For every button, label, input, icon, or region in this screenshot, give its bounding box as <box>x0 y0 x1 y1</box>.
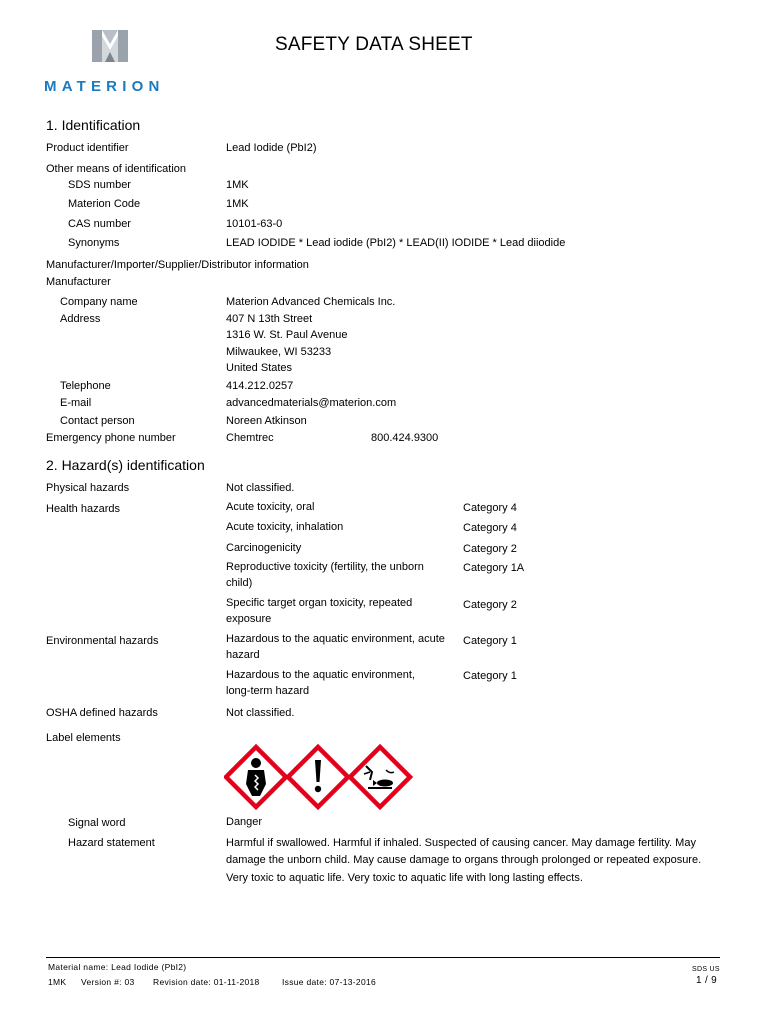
address-line: 407 N 13th Street <box>226 313 313 325</box>
health-hazards-label: Health hazards <box>46 503 120 515</box>
environmental-hazard-item: Hazardous to the aquatic environment, long-term hazard <box>226 669 415 697</box>
address-line: United States <box>226 362 293 374</box>
manufacturer-info-label: Manufacturer/Importer/Supplier/Distributor information <box>46 259 309 271</box>
address-line: 1316 W. St. Paul Avenue <box>226 329 348 341</box>
brand-name: MATERION <box>44 78 165 95</box>
synonyms-value: LEAD IODIDE * Lead iodide (PbI2) * LEAD(II) IODIDE * Lead diiodide <box>226 237 566 249</box>
email-value: advancedmaterials@materion.com <box>226 397 397 409</box>
telephone-value: 414.212.0257 <box>226 380 294 392</box>
health-hazard-category: Category 2 <box>463 543 517 555</box>
cas-number-value: 10101-63-0 <box>226 218 283 230</box>
email-label: E-mail <box>60 397 92 409</box>
emergency-phone-value: 800.424.9300 <box>371 432 439 444</box>
environmental-hazards-label: Environmental hazards <box>46 635 159 647</box>
environmental-hazard-category: Category 1 <box>463 635 517 647</box>
materion-code-value: 1MK <box>226 198 249 210</box>
contact-person-value: Noreen Atkinson <box>226 415 307 427</box>
footer-issue-date: Issue date: 07-13-2016 <box>282 977 377 987</box>
materion-logo-icon <box>88 28 132 64</box>
contact-person-label: Contact person <box>60 415 135 427</box>
environmental-hazard-item: Hazardous to the aquatic environment, acute hazard <box>226 633 445 661</box>
company-name-label: Company name <box>60 296 138 308</box>
health-hazard-item: Specific target organ toxicity, repeated exposure <box>226 597 413 625</box>
health-hazard-category: Category 4 <box>463 522 517 534</box>
signal-word-label: Signal word <box>68 817 126 829</box>
address-label: Address <box>60 313 101 325</box>
physical-hazards-value: Not classified. <box>226 482 295 494</box>
health-hazard-item: Acute toxicity, inhalation <box>226 521 344 533</box>
company-name-value: Materion Advanced Chemicals Inc. <box>226 296 396 308</box>
physical-hazards-label: Physical hazards <box>46 482 130 494</box>
address-line: Milwaukee, WI 53233 <box>226 346 332 358</box>
synonyms-label: Synonyms <box>68 237 120 249</box>
section-2-heading: 2. Hazard(s) identification <box>46 457 205 473</box>
hazard-statement-label: Hazard statement <box>68 837 155 849</box>
health-hazard-category: Category 2 <box>463 599 517 611</box>
health-hazard-item: Acute toxicity, oral <box>226 501 315 513</box>
footer-code: 1MK <box>48 977 67 987</box>
sds-number-label: SDS number <box>68 179 131 191</box>
ghs-pictograms <box>224 744 414 814</box>
health-hazard-item: Carcinogenicity <box>226 542 302 554</box>
telephone-label: Telephone <box>60 380 111 392</box>
health-hazard-category: Category 4 <box>463 502 517 514</box>
footer-material-name: Material name: Lead Iodide (PbI2) <box>48 962 187 972</box>
hazard-statement-value: Harmful if swallowed. Harmful if inhaled. Suspected of causing cancer. May damage fertility. May damage the unborn child. May cause damage to organs through prolonged or repeated exposure. Very toxic to aquatic life. Very toxic to aquatic life with long lasting effects. <box>226 837 702 884</box>
environmental-hazard-category: Category 1 <box>463 670 517 682</box>
product-identifier-label: Product identifier <box>46 142 129 154</box>
product-identifier-value: Lead Iodide (PbI2) <box>226 142 317 154</box>
footer-page-number: 1 / 9 <box>696 975 717 986</box>
emergency-phone-label: Emergency phone number <box>46 432 176 444</box>
footer-version: Version #: 03 <box>81 977 135 987</box>
health-hazard-icon <box>226 747 286 807</box>
section-1-heading: 1. Identification <box>46 117 141 133</box>
osha-hazards-label: OSHA defined hazards <box>46 707 158 719</box>
health-hazard-category: Category 1A <box>463 562 525 574</box>
emergency-org-value: Chemtrec <box>226 432 274 444</box>
footer-sds-region: SDS US <box>692 966 720 973</box>
manufacturer-label: Manufacturer <box>46 276 111 288</box>
materion-code-label: Materion Code <box>68 198 141 210</box>
footer-revision-date: Revision date: 01-11-2018 <box>153 977 260 987</box>
other-means-label: Other means of identification <box>46 163 187 175</box>
health-hazard-item: Reproductive toxicity (fertility, the unborn child) <box>226 561 424 589</box>
sds-number-value: 1MK <box>226 179 249 191</box>
cas-number-label: CAS number <box>68 218 131 230</box>
label-elements-label: Label elements <box>46 732 121 744</box>
footer-divider <box>46 957 720 958</box>
environment-icon <box>350 747 410 807</box>
signal-word-value: Danger <box>226 816 263 828</box>
exclamation-mark-icon <box>288 747 348 807</box>
document-title: SAFETY DATA SHEET <box>275 34 473 55</box>
osha-hazards-value: Not classified. <box>226 707 295 719</box>
